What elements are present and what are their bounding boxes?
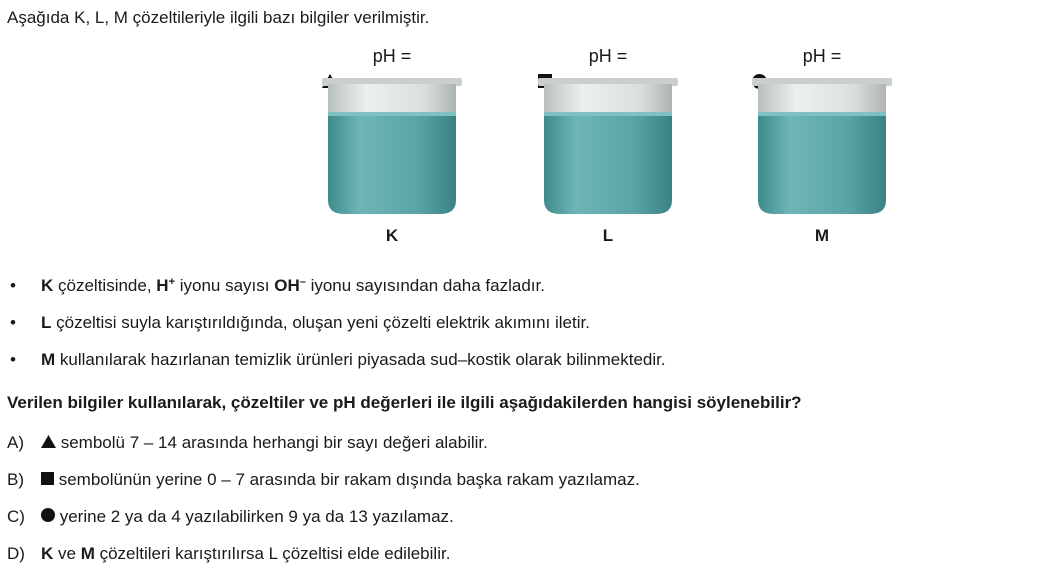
answer-options (7, 433, 640, 581)
info-bullets (7, 276, 666, 387)
beaker-l-graphic (538, 74, 678, 224)
ph-label-l: pH = (538, 46, 678, 67)
beaker-m-graphic (752, 74, 892, 224)
option-d[interactable]: D) K ve M çözeltileri karıştırılırsa L çözeltisi elde edilebilir. (7, 544, 451, 563)
bullet-dot-icon: • (10, 313, 16, 332)
ph-label-m: pH = (752, 46, 892, 67)
bullet-dot-icon: • (10, 350, 16, 369)
intro-text: Aşağıda K, L, M çözeltileriyle ilgili bazı bilgiler verilmiştir. (7, 8, 430, 27)
beaker-l (538, 46, 678, 246)
bullet-l: • L çözeltisi suyla karıştırıldığında, oluşan yeni çözelti elektrik akımını iletir. (10, 313, 590, 332)
bullet-dot-icon: • (10, 276, 16, 295)
beaker-m (752, 46, 892, 246)
ph-label-k: pH = (322, 46, 462, 67)
beaker-k (322, 46, 462, 246)
option-a[interactable]: A) sembolü 7 – 14 arasında herhangi bir sayı değeri alabilir. (7, 433, 488, 452)
bullet-k: • K çözeltisinde, H+ iyonu sayısı OH– iyonu sayısından daha fazladır. (10, 276, 545, 295)
circle-icon (41, 508, 55, 522)
beaker-label-m: M (814, 226, 830, 245)
square-icon (41, 472, 54, 485)
option-b[interactable]: B) sembolünün yerine 0 – 7 arasında bir rakam dışında başka rakam yazılamaz. (7, 470, 640, 489)
beaker-label-l: L (602, 226, 614, 245)
question-text: Verilen bilgiler kullanılarak, çözeltiler ve pH değerleri ile ilgili aşağıdakilerden hangisi söylenebilir? (7, 393, 802, 412)
beaker-k-graphic (322, 74, 462, 224)
bullet-m: • M kullanılarak hazırlanan temizlik ürünleri piyasada sud–kostik olarak bilinmektedir. (10, 350, 666, 369)
option-c[interactable]: C) yerine 2 ya da 4 yazılabilirken 9 ya da 13 yazılamaz. (7, 507, 454, 526)
triangle-icon (41, 435, 56, 448)
beaker-label-k: K (385, 226, 399, 245)
